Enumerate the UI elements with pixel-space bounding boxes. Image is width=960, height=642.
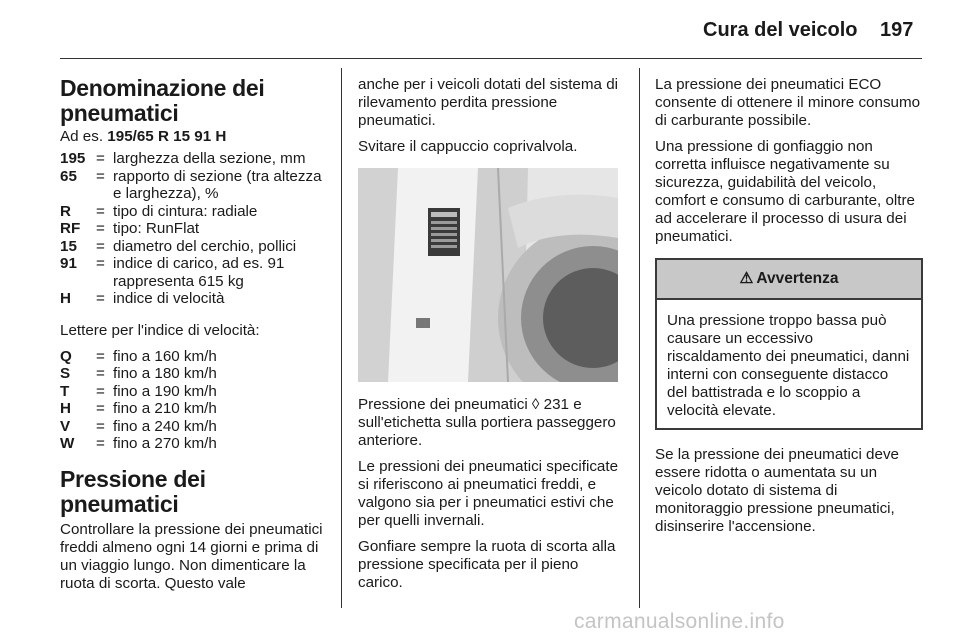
legend-row <box>60 168 328 203</box>
legend-key: Q <box>60 347 72 365</box>
legend-value: fino a 160 km/h <box>113 347 217 365</box>
legend-key: S <box>60 365 71 382</box>
column-divider <box>639 68 640 608</box>
warning-text: Una pressione troppo bassa può causare un eccessivo riscaldamento dei pneumatici, danni interni con conseguente distacco del battistrada e lo scoppio a velocità elevate. <box>667 312 910 419</box>
legend-value: tipo di cintura: radiale <box>113 202 258 220</box>
legend-row <box>60 150 328 168</box>
paragraph: anche per i veicoli dotati del sistema di rilevamento perdita pressione pneumatici. <box>358 76 619 129</box>
warning-title: Avvertenza <box>756 270 839 287</box>
paragraph: Gonfiare sempre la ruota di scorta alla pressione specificata per il pieno carico. <box>358 538 616 591</box>
legend-equals: = <box>96 435 105 452</box>
legend-row <box>60 255 328 290</box>
legend-key: H <box>60 290 71 307</box>
legend-value: fino a 210 km/h <box>113 400 217 417</box>
legend-value: fino a 180 km/h <box>113 365 217 382</box>
legend-key: R <box>60 202 71 220</box>
paragraph: La pressione dei pneumatici ECO consente di ottenere il minore consumo di carburante possibile. <box>655 76 921 129</box>
legend-key: T <box>60 382 70 400</box>
legend-equals: = <box>96 290 105 307</box>
legend-row <box>60 238 328 256</box>
legend-row <box>60 220 328 238</box>
legend-key: 65 <box>60 167 77 185</box>
header-rule <box>60 58 922 59</box>
paragraph: Svitare il cappuccio coprivalvola. <box>358 138 578 155</box>
legend-value: fino a 240 km/h <box>113 417 217 435</box>
legend-value: tipo: RunFlat <box>113 220 200 237</box>
legend-row <box>60 383 328 401</box>
heading-tyre-pressure: Pressione dei pneumatici <box>60 465 206 517</box>
legend-row <box>60 400 328 418</box>
speed-index-legend <box>60 348 328 453</box>
legend-equals: = <box>96 220 105 237</box>
column-left <box>60 66 328 601</box>
warning-box <box>655 258 923 430</box>
warning-body <box>657 300 921 428</box>
legend-key: W <box>60 435 75 452</box>
paragraph: Una pressione di gonfiaggio non corretta influisce negativamente su sicurezza, guidabilità del veicolo, comfort e consumo di carburante, oltre ad accelerare il processo di usura dei pneumatici. <box>655 138 915 245</box>
legend-equals: = <box>96 382 105 400</box>
designation-legend <box>60 150 328 308</box>
legend-value: diametro del cerchio, pollici <box>113 237 297 255</box>
legend-key: V <box>60 417 71 435</box>
column-divider <box>341 68 342 608</box>
paragraph: Controllare la pressione dei pneumatici freddi almeno ogni 14 giorni e prima di un viaggio lungo. Non dimenticare la ruota di scorta. Questo vale <box>60 520 323 592</box>
example-line <box>60 128 328 146</box>
watermark: carmanualsonline.info <box>574 610 785 633</box>
legend-equals: = <box>96 400 105 417</box>
legend-key: 15 <box>60 237 77 255</box>
legend-row <box>60 203 328 221</box>
legend-value: larghezza della sezione, mm <box>113 150 306 167</box>
section-title: Cura del veicolo <box>703 19 858 41</box>
legend-equals: = <box>96 417 105 435</box>
legend-row <box>60 418 328 436</box>
legend-row <box>60 290 328 308</box>
paragraph: Le pressioni dei pneumatici specificate si riferiscono ai pneumatici freddi, e valgono sia per i pneumatici estivi che per quelli invernali. <box>358 458 619 529</box>
legend-value: fino a 270 km/h <box>113 435 217 452</box>
column-right <box>655 66 923 544</box>
column-middle <box>358 66 626 600</box>
valve-door-photo <box>358 168 618 382</box>
legend-value: fino a 190 km/h <box>113 382 217 400</box>
legend-row <box>60 435 328 453</box>
paragraph: Se la pressione dei pneumatici deve essere ridotta o aumentata su un veicolo dotato di sistema di monitoraggio pressione pneumatici, disinserire l'accensione. <box>655 446 899 535</box>
legend-equals: = <box>96 365 105 382</box>
legend-value: indice di velocità <box>113 290 225 307</box>
legend-row <box>60 365 328 383</box>
example-code: 195/65 R 15 91 H <box>107 128 227 145</box>
warning-header <box>657 260 921 300</box>
legend-value: indice di carico, ad es. 91 rappresenta 615 kg <box>113 255 285 290</box>
legend-row <box>60 348 328 366</box>
warning-icon: ⚠ <box>739 270 754 287</box>
legend-key: RF <box>60 220 81 237</box>
legend-key: 195 <box>60 150 86 167</box>
example-prefix: Ad es. <box>60 128 104 145</box>
legend-value: rapporto di sezione (tra altezza e larghezza), % <box>113 167 322 202</box>
legend-equals: = <box>96 150 105 167</box>
legend-equals: = <box>96 347 105 365</box>
heading-tyre-designation: Denominazione dei pneumatici <box>60 75 265 126</box>
page-number: 197 <box>880 19 914 41</box>
legend-key: 91 <box>60 255 77 272</box>
legend-equals: = <box>96 255 105 272</box>
legend-equals: = <box>96 202 105 220</box>
legend-equals: = <box>96 167 105 185</box>
paragraph: Pressione dei pneumatici ◊ 231 e sull'etichetta sulla portiera passeggero anteriore. <box>358 396 616 449</box>
legend-key: H <box>60 400 71 417</box>
legend-equals: = <box>96 237 105 255</box>
speed-index-intro: Lettere per l'indice di velocità: <box>60 321 260 339</box>
